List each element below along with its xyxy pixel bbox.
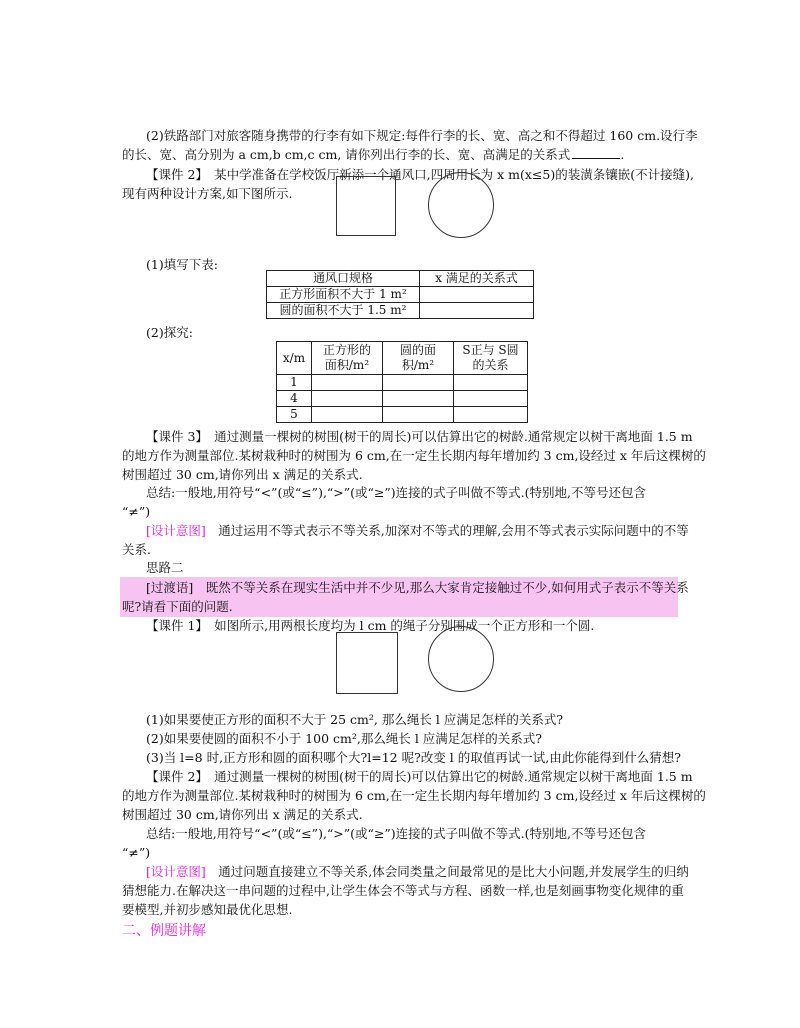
table-cell [383,375,454,391]
table-cell: 5 [277,407,312,423]
table-cell [383,391,454,407]
text-line: 树围超过 30 cm,请你列出 x 满足的关系式. [122,807,363,822]
text-line: 的地方作为测量部位.某树栽种时的树围为 6 cm,在一定生长期内每年增加约 3 cm,设经过 x 年后这棵树的 [122,788,706,803]
text-line: 【课件 2】 某中学准备在学校饭厅新添一个通风口,四周用长为 x m(x≤5)的装潢条镶嵌(不计接缝), [146,167,694,182]
table-cell: 圆的面积不大于 1.5 m² [267,303,420,319]
circle-figure [428,172,494,238]
header-part: 的关系 [472,358,509,372]
table-cell: 4 [277,391,312,407]
text-line [146,579,689,597]
header-part: 正方形的 [322,343,371,357]
table-cell: 正方形面积不大于 1 m² [267,287,420,303]
table-cell [383,407,454,423]
text-line: 树围超过 30 cm,请你列出 x 满足的关系式. [122,467,363,482]
table-header-row [267,271,534,287]
text-line: 呢?请看下面的问题. [122,599,233,614]
text-span: 通过运用不等式表示不等关系,加深对不等式的理解,会用不等式表示实际问题中的不等 [205,523,689,538]
text-line: 总结:一般地,用符号“<”(或“≤”),“>”(或“≥”)连接的式子叫做不等式.(特别地,不等号还包含 [146,485,647,500]
table-header [454,342,528,375]
text-line: 的地方作为测量部位.某树栽种时的树围为 6 cm,在一定生长期内每年增加约 3 cm,设经过 x 年后这棵树的 [122,448,706,463]
table-header: 通风口规格 [267,271,420,287]
text-line [146,863,689,881]
table-cell [420,287,534,303]
design-intent-tag: [设计意图] [146,523,206,538]
text-span: 的长、宽、高分别为 a cm,b cm,c cm, 请你列出行李的长、宽、高满足的关系式 [122,147,571,162]
transition-tag: [过渡语] [146,580,194,595]
text-line: 【课件 2】 通过测量一棵树的树围(树干的周长)可以估算出它的树龄.通常规定以树干离地面 1.5 m [146,769,693,784]
table-explore [276,341,528,423]
text-line: (2)探究: [146,325,193,340]
text-line: (3)当 l=8 时,正方形和圆的面积哪个大?l=12 呢?改变 l 的取值再试一试,由此你能得到什么猜想? [146,750,681,765]
table-row [267,287,534,303]
header-part: 圆的面 [399,343,436,357]
answer-blank [572,146,620,159]
text-line: (1)如果要使正方形的面积不大于 25 cm², 那么绳长 l 应满足怎样的关系式? [146,712,564,727]
table-cell [312,391,383,407]
text-line: “≠”) [122,504,151,519]
text-line: 总结:一般地,用符号“<”(或“≤”),“>”(或“≥”)连接的式子叫做不等式.(特别地,不等号还包含 [146,826,647,841]
circle-figure [428,626,494,692]
text-line: (2)铁路部门对旅客随身携带的行李有如下规定:每件行李的长、宽、高之和不得超过 160 cm.设行李 [146,128,698,143]
table-cell [454,391,528,407]
table-header: x 满足的关系式 [420,271,534,287]
table-row [277,391,528,407]
square-figure [336,176,396,236]
text-line: 【课件 1】 如图所示,用两根长度均为 l cm 的绳子分别围成一个正方形和一个圆. [146,618,595,633]
header-part: S正与 S圆 [462,343,519,357]
text-line: “≠”) [122,845,151,860]
table-header: x/m [277,342,312,375]
design-intent-tag: [设计意图] [146,864,206,879]
text-span: 通过问题直接建立不等关系,体会同类量之间最常见的是比大小问题,并发展学生的归纳 [205,864,689,879]
table-header [312,342,383,375]
text-line: 【课件 3】 通过测量一棵树的树围(树干的周长)可以估算出它的树龄.通常规定以树干离地面 1.5 m [146,429,693,444]
header-part: 面积/m² [324,358,370,372]
text-line: 现有两种设计方案,如下图所示. [122,186,293,201]
section-heading: 二、例题讲解 [122,923,206,939]
text-line [146,522,689,540]
header-part: 积/m² [401,358,435,372]
text-line: (2)如果要使圆的面积不小于 100 cm²,那么绳长 l 应满足怎样的关系式? [146,731,542,746]
table-row [267,303,534,319]
text-span: . [620,147,625,162]
text-line: 猜想能力.在解决这一串问题的过程中,让学生体会不等式与方程、函数一样,也是刻画事物变化规律的重 [122,883,684,898]
table-cell [312,407,383,423]
table-row [277,407,528,423]
table-cell [454,407,528,423]
table-row [277,375,528,391]
table-cell [312,375,383,391]
text-line: (1)填写下表: [146,257,218,272]
table-cell: 1 [277,375,312,391]
table-cell [454,375,528,391]
table-header [383,342,454,375]
text-line: 思路二 [146,560,184,575]
text-line: 要模型,并初步感知最优化思想. [122,902,293,917]
table-cell [420,303,534,319]
text-line: 关系. [122,542,151,557]
square-figure [336,632,398,694]
table-header-row [277,342,528,375]
table-ventilation [266,270,534,319]
text-span: 既然不等关系在现实生活中并不少见,那么大家肯定接触过不少,如何用式子表示不等关系 [193,580,689,595]
text-line [122,146,624,164]
